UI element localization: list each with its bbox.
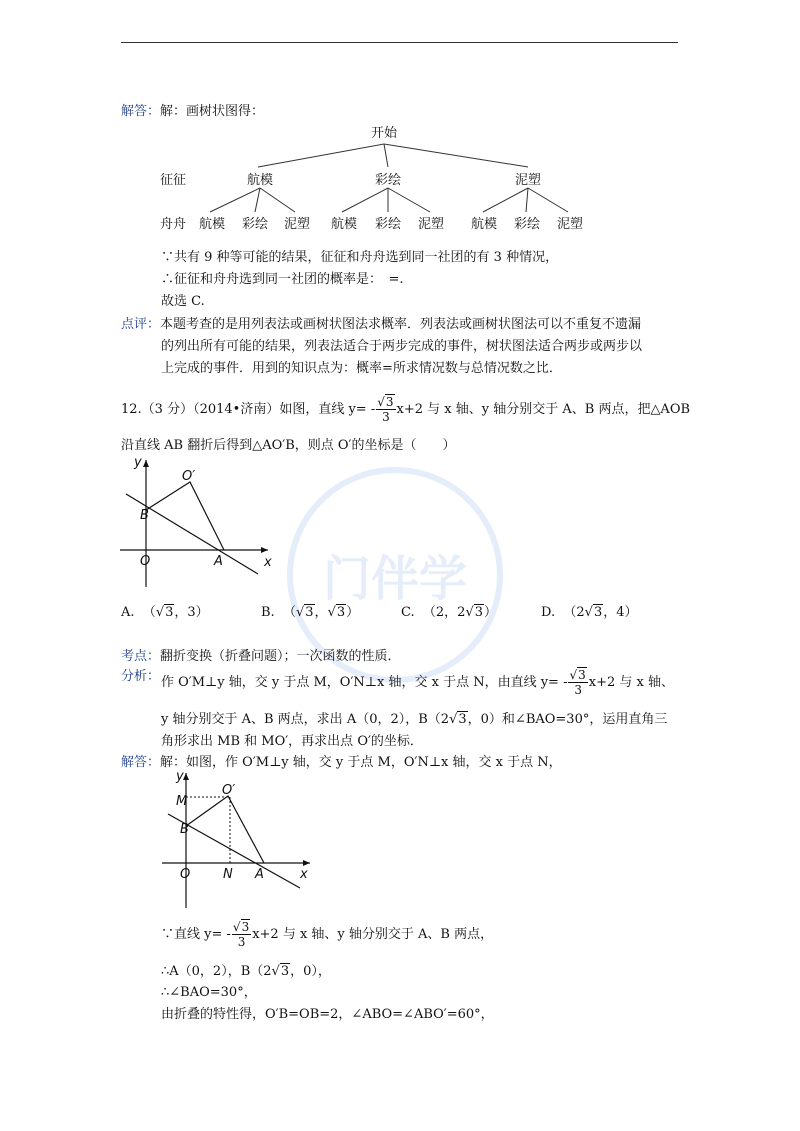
question-12-stem-line2: 沿直线 AB 翻折后得到△AO′B，则点 O′的坐标是（ ）: [121, 438, 456, 453]
tree-row2-node: 彩绘: [513, 217, 541, 232]
solution-intro: 解：画树状图得：: [160, 104, 265, 119]
tree-root: 开始: [370, 126, 398, 141]
fig2-label-M: M: [176, 794, 188, 809]
fig2-label-Oprime: O′: [222, 783, 236, 798]
solution2-intro-line: 解答：解：如图，作 O′M⊥y 轴，交 y 于点 M，O′N⊥x 轴，交 x 于点 N，: [121, 755, 562, 770]
solution1-line: ∵共有 9 种等可能的结果，征征和舟舟选到同一社团的有 3 种情况，: [161, 250, 559, 265]
fig2-label-N: N: [223, 867, 233, 882]
tree-row2-node: 泥塑: [283, 217, 311, 232]
solution2-line: ∴A（0，2），B（2√3，0），: [161, 964, 331, 979]
option-C[interactable]: C. （2，2√3）: [401, 605, 498, 620]
fig2-label-A: A: [255, 867, 264, 882]
comment-line: 的列出所有可能的结果，列表法适合于两步完成的事件，树状图法适合两步或两步以: [161, 339, 643, 354]
header-rule: [121, 42, 678, 43]
tree-row2-node: 航模: [330, 217, 358, 232]
fig-label-Oprime: O′: [182, 469, 196, 484]
kaodian-label: 考点: [121, 649, 148, 664]
comment-line: 上完成的事件．用到的知识点为：概率=所求情况数与总情况数之比．: [161, 361, 562, 376]
option-D[interactable]: D. （2√3，4）: [541, 605, 638, 620]
fig2-label-O: O: [180, 867, 191, 882]
option-B[interactable]: B. （√3，√3）: [261, 605, 360, 620]
fenxi-line: y 轴分别交于 A、B 两点，求出 A（0，2），B（2√3，0）和∠BAO=30°，运用直角三: [161, 712, 668, 727]
solution2-line: 由折叠的特性得，O′B=OB=2，∠ABO=∠ABO′=60°，: [161, 1007, 494, 1022]
fenxi-line: 角形求出 MB 和 MO′，再求出点 O′的坐标．: [161, 734, 423, 749]
solution2-line: ∴∠BAO=30°，: [161, 985, 257, 1000]
solution1-line: 故选 C.: [161, 294, 205, 309]
question-12-stem: 12.（3 分）（2014•济南）如图，直线 y= - $\frac{√3}{3}$ x+2 与 x 轴、y 轴分别交于 A、B 两点，把△AOB: [121, 395, 691, 424]
tree-row2-label: 舟舟: [160, 217, 187, 232]
fig-label-O: O: [140, 554, 151, 569]
solution1-line: ∴征征和舟舟选到同一社团的概率是： =.: [161, 272, 404, 287]
tree-row1-node: 航模: [246, 173, 274, 188]
tree-row2-node: 彩绘: [374, 217, 402, 232]
solution-label: 解答: [121, 755, 148, 770]
fig-label-A: A: [214, 554, 223, 569]
tree-row2-node: 泥塑: [556, 217, 584, 232]
option-A[interactable]: A. （√3，3）: [121, 605, 209, 620]
tree-row2-node: 彩绘: [241, 217, 269, 232]
question-12-figure: [118, 452, 278, 592]
tree-row1-label: 征征: [160, 173, 187, 188]
solution1-intro-line: 解答：解：画树状图得：: [121, 104, 265, 119]
solution-label: 解答: [121, 104, 148, 119]
fig2-label-y: y: [176, 769, 184, 784]
fenxi-label: 分析：: [121, 669, 161, 684]
fig2-label-x: x: [300, 867, 308, 882]
tree-row2-node: 航模: [470, 217, 498, 232]
svg-text:门伴学: 门伴学: [322, 551, 468, 607]
fig2-label-B: B: [180, 822, 189, 837]
fig-label-x: x: [264, 555, 272, 570]
tree-row2-node: 泥塑: [417, 217, 445, 232]
fig-label-B: B: [140, 508, 149, 523]
comment-line: 点评：本题考查的是用列表法或画树状图法求概率．列表法或画树状图法可以不重复不遗漏: [121, 317, 642, 332]
solution-12-figure: [160, 768, 320, 913]
comment-label: 点评: [121, 317, 148, 332]
fenxi-line: 作 O′M⊥y 轴，交 y 于点 M，O′N⊥x 轴，交 x 于点 N，由直线 y= - $\frac{√3}{3}$ x+2 与 x 轴、: [161, 668, 675, 697]
tree-row1-node: 泥塑: [514, 173, 542, 188]
kaodian-line: 考点：翻折变换（折叠问题）；一次函数的性质．: [121, 649, 401, 664]
tree-row2-node: 航模: [198, 217, 226, 232]
solution2-line: ∵直线 y= - $\frac{√3}{3}$ x+2 与 x 轴、y 轴分别交于 A、B 两点，: [161, 920, 494, 949]
tree-row1-node: 彩绘: [374, 173, 402, 188]
fig-label-y: y: [134, 455, 142, 470]
tree-diagram: [155, 122, 595, 240]
